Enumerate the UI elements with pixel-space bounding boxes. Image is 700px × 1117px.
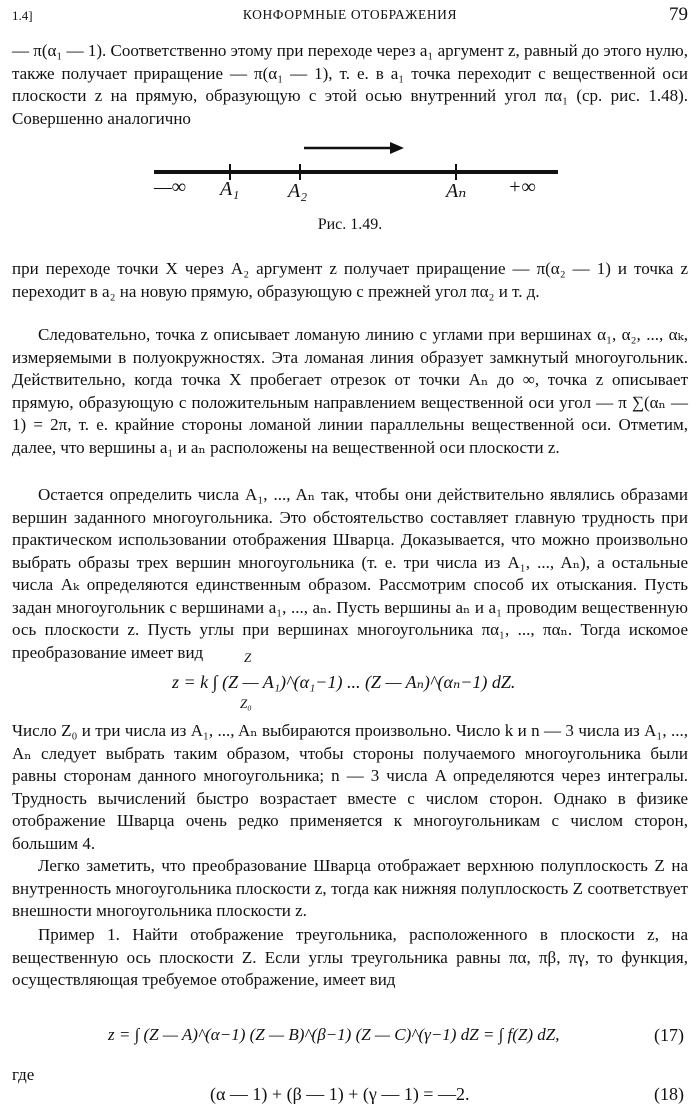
page-number: 79 [669, 4, 688, 25]
label-A2: A₂ [288, 180, 308, 202]
paragraph-3: Следовательно, точка z описывает ломаную линию с углами при вершинах α₁, α₂, ..., αₖ, измеряемыми в полуокружностях. Эта ломаная линия образует замкнутый многоугольник. Действительно, когда точка X пробегает отрезок от точки Aₙ до ∞, точка z описывает прямую, образующую с положительным направлением вещественной оси угол — π ∑(αₙ — 1) = 2π, т. е. крайние стороны ломаной линии параллельны вещественной оси. Отметим, далее, что вершины a₁ и aₙ расположены на вещественной оси плоскости z. [12, 325, 688, 457]
paragraph-1: — π(α₁ — 1). Соответственно этому при переходе через a₁ аргумент z, равный до этого нулю, также получает приращение — π(α₁ — 1), т. е. в a₁ точка переходит с вещественной оси плоскости z на прямую, образующую с этой осью внутренний угол πα₁ (ср. рис. 1.48). Совершенно аналогично [12, 41, 688, 128]
section-number: 1.4] [12, 8, 33, 23]
real-axis-diagram [12, 128, 688, 208]
label-plus-infinity: +∞ [508, 176, 536, 198]
formula-17: z = ∫ (Z — A)^(α−1) (Z — B)^(β−1) (Z — C)^(γ−1) dZ = ∫ f(Z) dZ, [108, 1025, 560, 1044]
figure-caption: Рис. 1.49. [317, 216, 383, 233]
paragraph-8: где [12, 1065, 35, 1084]
direction-arrow-head [390, 142, 404, 154]
formula-upper-limit: Z [244, 650, 252, 665]
equation-number-18: (18) [654, 1084, 684, 1104]
book-page [12, 0, 688, 1117]
formula-lower-limit: Z₀ [240, 696, 252, 711]
label-A1: A₁ [220, 178, 240, 200]
equation-number-17: (17) [654, 1025, 684, 1045]
running-title: КОНФОРМНЫЕ ОТОБРАЖЕНИЯ [242, 7, 458, 22]
page-header [12, 4, 688, 28]
label-minus-infinity: —∞ [154, 176, 187, 198]
paragraph-7: Пример 1. Найти отображение треугольника, расположенного в плоскости z, на вещественную ось плоскости Z. Если углы треугольника равны πα, πβ, πγ, то функция, осуществляющая требуемое отображение, имеет вид [12, 925, 688, 989]
paragraph-4: Остается определить числа A₁, ..., Aₙ так, чтобы они действительно являлись образами вершин заданного многоугольника. Это обстоятельство составляет главную трудность при практическом использовании отображения Шварца. Доказывается, что можно произвольно выбрать образы трех вершин многоугольника (т. е. три числа из A₁, ..., Aₙ), а остальные числа Aₖ определяются единственным образом. Рассмотрим способ их отыскания. Пусть задан многоугольник с вершинами a₁, ..., aₙ. Пусть вершины aₙ и a₁ проводим вещественную ось плоскости z. Пусть углы при вершинах многоугольника πα₁, ..., παₙ. Тогда искомое преобразование имеет вид [12, 485, 688, 662]
formula-schwarz: z = k ∫ (Z — A₁)^(α₁−1) ... (Z — Aₙ)^(αₙ−1) dZ. [172, 672, 516, 692]
paragraph-5: Число Z₀ и три числа из A₁, ..., Aₙ выбираются произвольно. Число k и n — 3 числа из A₁, ..., Aₙ следует выбрать таким образом, чтобы стороны получаемого многоугольника были равны сторонам данного многоугольника; n — 3 числа A определяются через интегралы. Трудность вычислений быстро возрастает вместе с числом сторон. Однако в физике отображение Шварца очень редко применяется к многоугольникам с числом сторон, большим 4. [12, 721, 688, 853]
paragraph-6: Легко заметить, что преобразование Шварца отображает верхнюю полуплоскость Z на внутренность многоугольника плоскости z, тогда как нижняя полуплоскость Z соответствует внешности многоугольника плоскости z. [12, 856, 688, 920]
formula-18: (α — 1) + (β — 1) + (γ — 1) = —2. [210, 1084, 470, 1104]
label-An: Aₙ [446, 180, 467, 202]
paragraph-2: при переходе точки X через A₂ аргумент z получает приращение — π(α₂ — 1) и точка z переходит в a₂ на новую прямую, образующую с прежней угол πα₂ и т. д. [12, 259, 688, 301]
